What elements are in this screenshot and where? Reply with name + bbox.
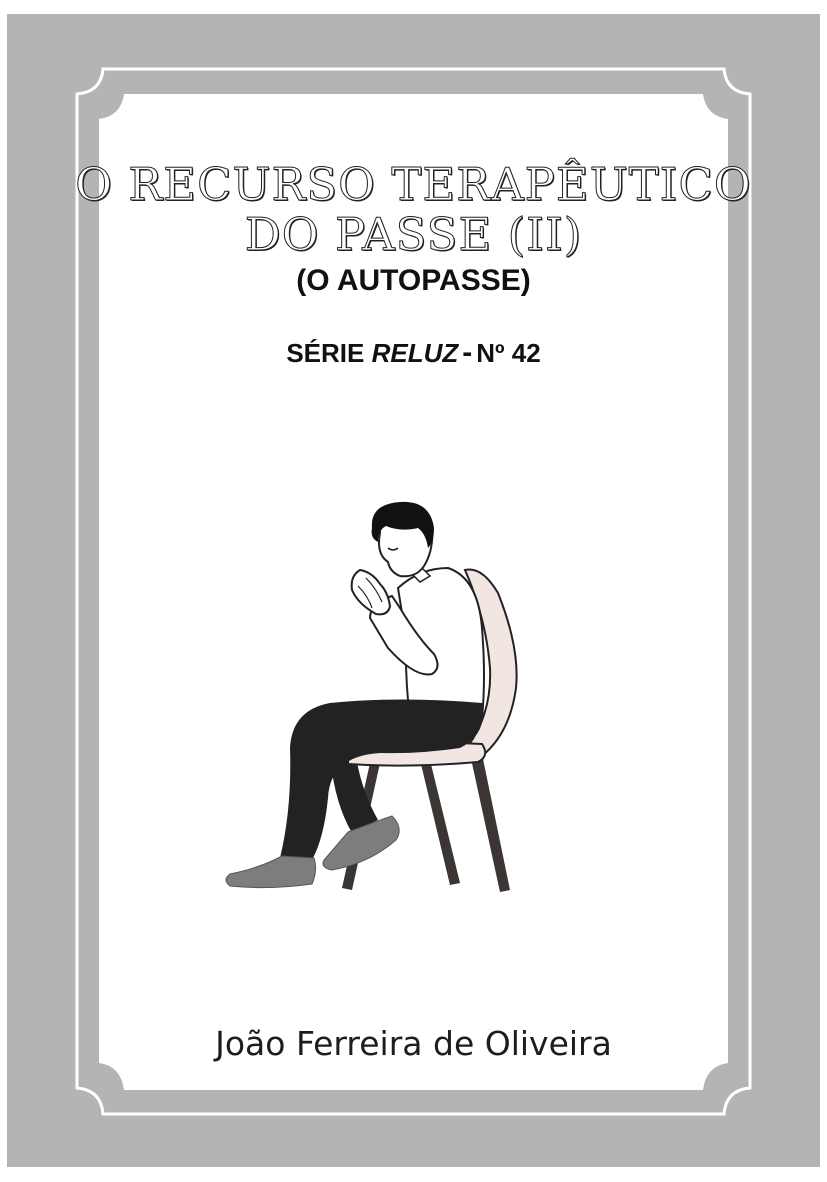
title-line-2: DO PASSE (II)	[244, 208, 583, 261]
title-line-1: O RECURSO TERAPÊUTICO	[75, 158, 752, 211]
series-dash: -	[462, 336, 473, 369]
series-number: Nº 42	[476, 338, 541, 368]
person-sitting-praying-icon	[220, 498, 530, 898]
subtitle: (O AUTOPASSE)	[296, 264, 531, 297]
praying-hands	[352, 570, 390, 614]
author-name: João Ferreira de Oliveira	[215, 1024, 612, 1063]
chair-leg	[420, 760, 460, 885]
series-prefix: SÉRIE	[286, 338, 365, 368]
chair-leg	[470, 754, 510, 892]
front-shoe	[226, 856, 316, 888]
series-name: RELUZ	[371, 338, 459, 368]
series-line	[0, 336, 827, 370]
